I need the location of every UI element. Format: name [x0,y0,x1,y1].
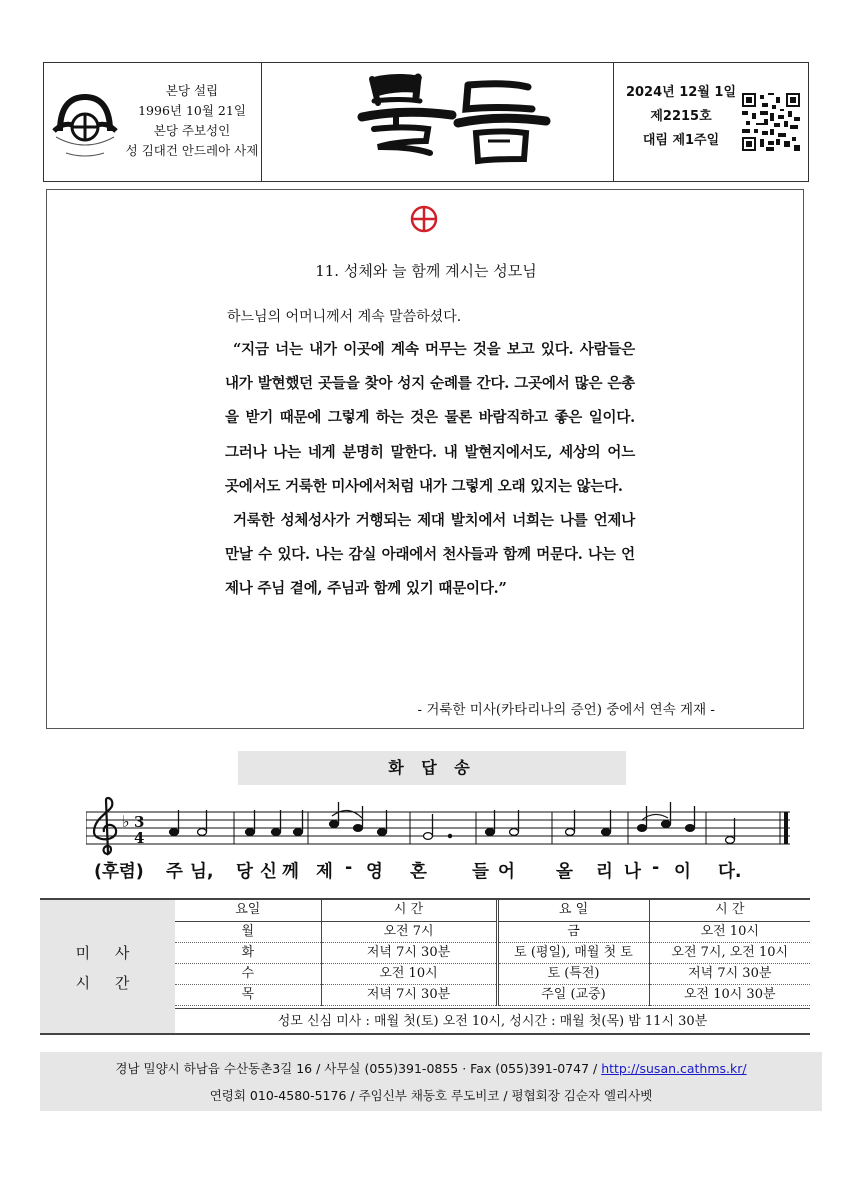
table-cell: 오전 7시, 오전 10시 [649,942,810,963]
lyric-syllable: 어 [498,862,515,882]
issue-number: 제2215호 [650,109,712,124]
issue-info [614,63,809,181]
treble-clef-icon [94,798,116,854]
table-cell: 토 (평일), 매월 첫 토 [497,942,649,963]
mass-times-label [40,900,175,1033]
founding-label: 본당 설립 [165,83,219,98]
time-signature-bottom: 4 [134,829,145,847]
lyric-syllable: - [345,858,353,878]
lyric-syllable: 들 [472,862,489,882]
music-staff [86,796,796,862]
table-cell: 오전 7시 [321,921,497,942]
parish-contacts: 연령회 010-4580-5176 / 주임신부 채동호 루도비코 / 평협회장 김순자 엘리사벳 [209,1088,653,1103]
table-cell: 금 [497,921,649,942]
lyric-syllable: - [652,858,660,878]
issue-date: 2024년 12월 1일 [625,85,737,100]
lyric-syllable: 이 [674,862,691,882]
svg-text:♭: ♭ [122,812,130,831]
masthead-area [262,63,614,181]
patron-label: 본당 주보성인 [153,123,231,138]
message-box [46,189,804,729]
table-header-row [175,900,810,921]
lyric-syllable: 리 [596,862,613,882]
message-body [225,333,635,607]
lyric-syllable: (후렴) [94,862,144,882]
column-header: 시 간 [649,900,810,921]
table-cell: 토 (특전) [497,963,649,984]
lyric-syllable: 제 [316,862,333,882]
masthead-title [262,63,614,181]
psalm-lyrics [92,858,792,886]
table-row [175,963,810,984]
table-cell: 저녁 7시 30분 [321,942,497,963]
parish-info [44,63,262,181]
mass-times-section [40,898,810,1035]
lyric-syllable: 나 [624,862,641,882]
table-cell: 오전 10시 30분 [649,984,810,1005]
lyric-syllable: 혼 [410,862,427,882]
psalm-heading: 화 답 송 [238,751,626,785]
table-cell: 오전 10시 [649,921,810,942]
table-cell: 화 [175,942,321,963]
lyric-syllable: 주 [166,862,183,882]
lyric-syllable: 님, [190,862,214,882]
table-cell: 오전 10시 [321,963,497,984]
time-signature-top: 3 [134,813,145,831]
message-intro: 하느님의 어머니께서 계속 말씀하셨다. [227,309,462,325]
liturgical-day: 대림 제1주일 [642,133,720,148]
parish-website-link[interactable]: http://susan.cathms.kr/ [601,1061,747,1076]
lyric-syllable: 다. [718,862,742,882]
message-paragraph: 거룩한 성체성사가 거행되는 제대 발치에서 너희는 나를 언제나 만날 수 있다. 나는 감실 아래에서 천사들과 함께 머문다. 나는 언제나 주님 곁에, 주님과 함께 있기 때문이다.” [225,512,635,598]
lyric-syllable: 신 [260,862,277,882]
message-paragraph: “지금 너는 내가 이곳에 계속 머무는 것을 보고 있다. 사람들은 내가 발현했던 곳들을 찾아 성지 순례를 간다. 그곳에서 많은 은총을 받기 때문에 그렇게 하는 것은 물론 바람직하고 좋은 일이다. 그러나 나는 네게 분명히 말한다. 내 발현지에서도, 세상의 어느 곳에서도 거룩한 미사에서처럼 내가 그렇게 오래 있지는 않는다. [225,341,635,495]
table-row [175,921,810,942]
issue-details [614,81,748,153]
message-title: 11. 성체와 늘 함께 계시는 성모님 [315,262,537,280]
founding-date: 1996년 10월 21일 [138,103,246,118]
message-source: - 거룩한 미사(카타리나의 증언) 중에서 연속 게재 - [417,702,715,718]
footer-address-line [40,1055,822,1082]
patron-name: 성 김대건 안드레아 사제 [125,143,259,158]
founding-info [122,81,262,161]
table-cell: 월 [175,921,321,942]
parish-address: 경남 밀양시 하남읍 수산동촌3길 16 / 사무실 (055)391-0855 · Fax (055)391-0747 / [115,1061,602,1076]
column-header: 요일 [175,900,321,921]
lyric-syllable: 영 [366,862,383,882]
parish-footer [40,1052,822,1111]
column-header: 시 간 [321,900,497,921]
table-cell: 목 [175,984,321,1005]
lyric-syllable: 당 [236,862,253,882]
lyric-syllable: 올 [556,862,573,882]
table-row [175,942,810,963]
mass-label-line: 시 간 [75,974,140,992]
column-header: 요 일 [497,900,649,921]
cross-icon [409,204,439,234]
table-cell: 저녁 7시 30분 [321,984,497,1005]
mass-times-table [175,900,810,1006]
table-cell: 저녁 7시 30분 [649,963,810,984]
qr-code-icon[interactable] [742,93,800,151]
table-cell: 주일 (교중) [497,984,649,1005]
mass-label-line: 미 사 [75,944,140,962]
lyric-syllable: 께 [282,862,299,882]
table-row [175,984,810,1005]
table-cell: 수 [175,963,321,984]
bulletin-header [43,62,809,182]
devotion-schedule: 성모 신심 미사 : 매월 첫(토) 오전 10시, 성시간 : 매월 첫(목) 밤 11시 30분 [175,1008,810,1034]
parish-logo-icon [52,87,118,159]
